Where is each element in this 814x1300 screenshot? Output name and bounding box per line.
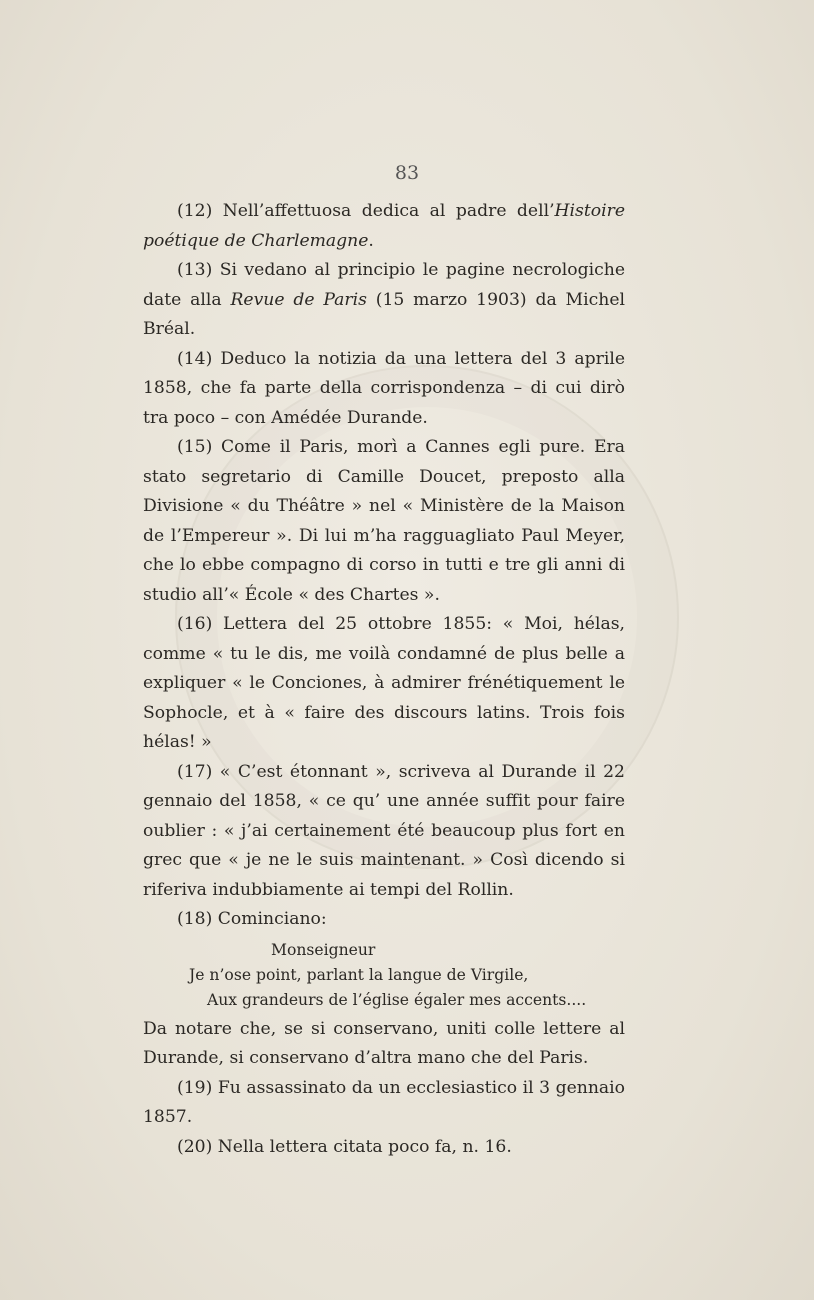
note-14: (14) Deduco la notizia da una lettera del 3 aprile 1858, che fa parte della corrispondenza – di cui dirò tra poco – con Amédée Durande. xyxy=(143,348,625,428)
quote-line-2: Je n’ose point, parlant la langue de Virgile, xyxy=(189,965,529,984)
note-15: (15) Come il Paris, morì a Cannes egli pure. Era stato segretario di Camille Doucet, preposto alla Divisione « du Théâtre » nel « Ministère de la Maison de l’Empereur ». Di lui m’ha ragguagliato Paul Meyer, che lo ebbe compagno di corso in tutti e tre gli anni di studio all’« École « des Chartes ». xyxy=(143,437,625,605)
note-16: (16) Lettera del 25 ottobre 1855: « Moi, hélas, comme « tu le dis, me voilà condamné de plus belle a expliquer « le Conciones, à admirer frénétiquement le Sophocle, et à « faire des discours latins. Trois fois hélas! » xyxy=(143,614,625,752)
quote-line-1: Monseigneur xyxy=(271,940,376,959)
notes-body xyxy=(143,197,625,1162)
note-20: (20) Nella lettera citata poco fa, n. 16. xyxy=(177,1136,512,1157)
note-17: (17) « C’est étonnant », scriveva al Durande il 22 gennaio del 1858, « ce qu’ une année suffit pour faire oublier : « j’ai certainement été beaucoup plus fort en grec que « je ne le suis maintenant. » Così dicendo si riferiva indubbiamente ai tempi del Rollin. xyxy=(143,761,625,900)
quote-line-3: Aux grandeurs de l’église égaler mes accents.... xyxy=(207,990,587,1009)
note-18-continuation: Da notare che, se si conservano, uniti colle lettere al Durande, si conservano d’altra mano che del Paris. xyxy=(143,1018,625,1068)
note-13: (13) Si vedano al principio le pagine necrologiche date alla Revue de Paris (15 marzo 1903) da Michel Bréal. xyxy=(143,260,625,339)
note-12: (12) Nell’affettuosa dedica al padre dell’Histoire poétique de Charlemagne. xyxy=(143,201,625,251)
page-number: 83 xyxy=(394,162,420,184)
verse-quote xyxy=(143,935,625,1015)
note-19: (19) Fu assassinato da un ecclesiastico il 3 gennaio 1857. xyxy=(143,1077,625,1127)
note-18: (18) Cominciano: xyxy=(177,909,327,929)
